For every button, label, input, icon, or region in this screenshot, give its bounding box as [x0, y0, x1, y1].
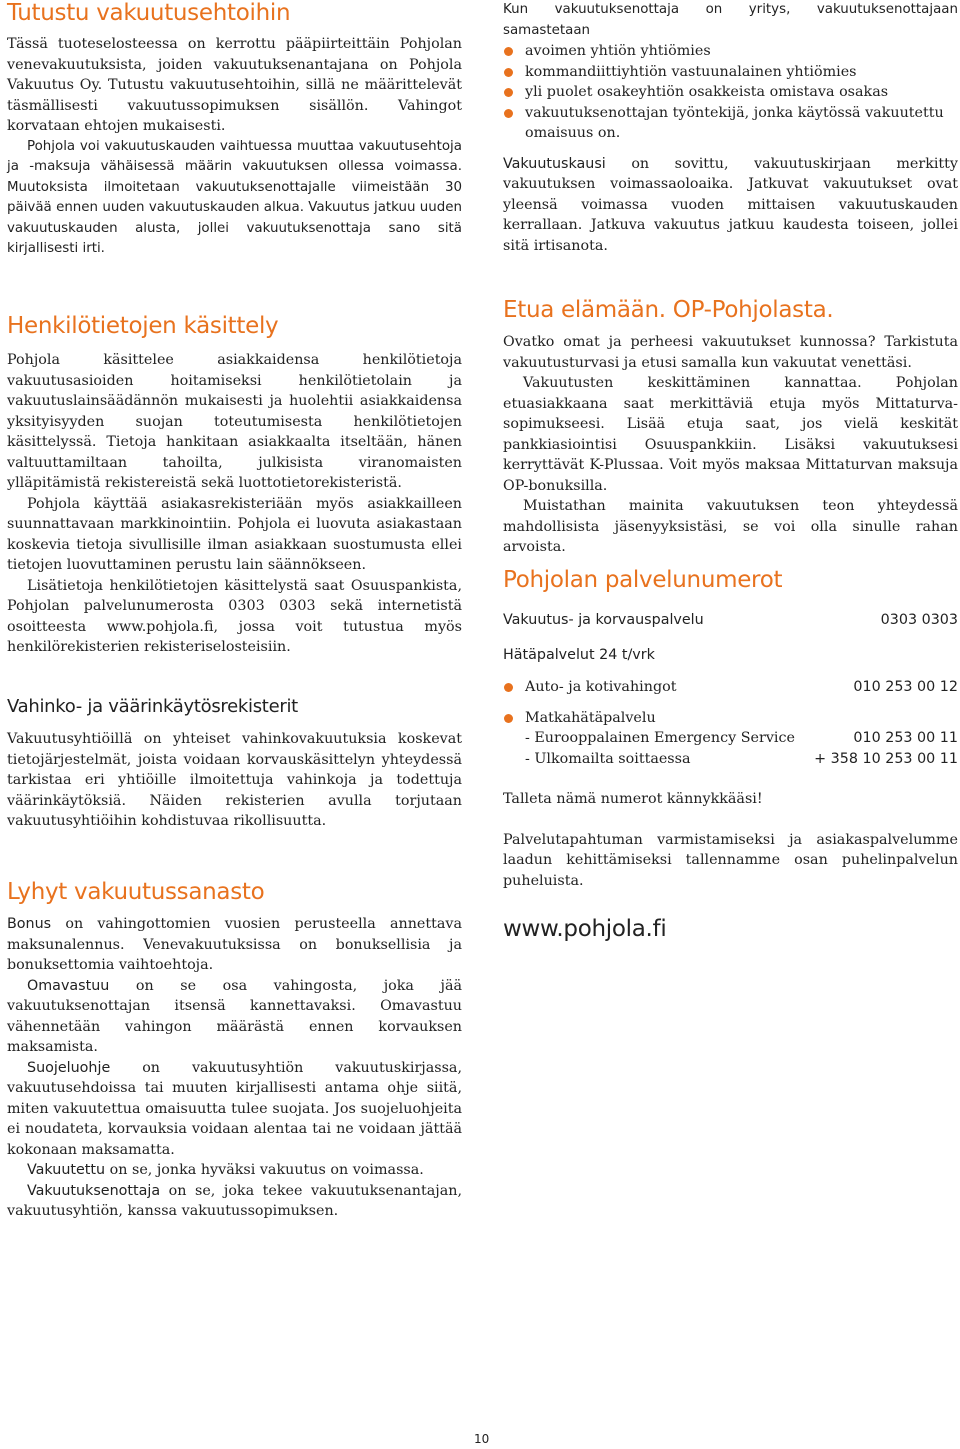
list-item — [503, 708, 958, 770]
fraud-section — [7, 695, 462, 832]
policyholder-bullet-list — [503, 41, 958, 144]
glossary-term: Vakuutettu — [27, 1162, 106, 1178]
auto-number: 010 253 00 12 — [853, 679, 958, 695]
save-numbers-note: Talleta nämä numerot kännykkääsi! — [503, 791, 763, 807]
list-item: avoimen yhtiön yhtiömies — [503, 41, 958, 62]
glossary-section — [7, 878, 462, 1222]
glossary-list — [7, 914, 462, 1222]
eu-label: - Eurooppalainen Emergency Service — [525, 730, 795, 746]
glossary-item — [7, 1181, 462, 1222]
eu-number: 010 253 00 11 — [853, 730, 958, 746]
list-item — [503, 677, 958, 698]
glossary-term: Omavastuu — [27, 977, 110, 994]
benefits-paragraph-1: Ovatko omat ja perheesi vakuutukset kunnossa? Tarkistuta vakuutusturvasi ja etusi samalla kun vakuutat venettäsi. — [503, 334, 958, 371]
glossary-item — [7, 1160, 462, 1181]
benefits-title: Etua elämään. OP-Pohjolasta. — [503, 297, 834, 323]
glossary-definition: on vahingottomien vuosien perusteella annettava maksunalennus. Venevakuutuksissa on bonuksellisia ja bonuksettomia vaihtoehtoja. — [7, 916, 462, 973]
main-service-number: 0303 0303 — [880, 612, 958, 628]
intro-title: Tutustu vakuutusehtoihin — [7, 0, 291, 26]
privacy-section — [7, 312, 462, 658]
glossary-title: Lyhyt vakuutussanasto — [7, 879, 265, 905]
glossary-item — [7, 914, 462, 976]
list-item: vakuutuksenottajan työntekijä, jonka käytössä vakuutettu omaisuus on. — [503, 103, 958, 144]
main-service-row — [503, 610, 958, 631]
glossary-term: Suojeluohje — [27, 1059, 111, 1076]
fraud-title: Vahinko- ja väärinkäytösrekisterit — [7, 696, 298, 717]
glossary-definition: on se osa vahingosta, joka jää vakuutuksenottajan itsensä kannettavaksi. Omavastuu vähennetään vahingon määrästä ennen korvauksen maksamista. — [7, 977, 462, 1055]
benefits-section — [503, 296, 958, 558]
service-numbers-section — [503, 566, 958, 943]
fraud-paragraph: Vakuutusyhtiöillä on yhteiset vahinkovakuutuksia koskevat tietojärjestelmät, joista voidaan korvauskäsittelyn yhteydessä tarkistaa eri yhtiöille ilmoitettuja vahinkoja ja todettuja väärinkäytöksiä. Näiden rekisterien avulla torjutaan vakuutusyhtiöihin kohdistuvaa rikollisuutta. — [7, 731, 462, 829]
intro-section — [7, 0, 462, 260]
glossary-term: Bonus — [7, 916, 52, 932]
main-service-label: Vakuutus- ja korvauspalvelu — [503, 612, 704, 628]
policyholder-intro: Kun vakuutuksenottaja on yritys, vakuutuksenottajaan samastetaan — [503, 2, 958, 38]
benefits-paragraph-2: Vakuutusten keskittäminen kannattaa. Pohjolan etuasiakkaana saat merkittäviä etuja myös Mittaturva-sopimukseesi. Lisää etuja saat, jos vielä keskität pankkiasiointisi Osuuspankkiin. Lisäksi vakuutuksesi kerryttävät K-Plussaa. Voit myös maksaa Mittaturvan maksuja OP-bonuksilla. — [503, 375, 958, 494]
benefits-paragraph-3: Muistathan mainita vakuutuksen teon yhteydessä mahdollisista jäsenyyksistäsi, se voi olla sinulle rahan arvoista. — [503, 498, 958, 555]
auto-label: Auto- ja kotivahingot — [525, 679, 677, 695]
privacy-paragraph-1: Pohjola käsittelee asiakkaidensa henkilötietoja vakuutusasioiden hoitamiseksi henkilötietolain ja vakuutuslainsäädännön mukaisesti ja huolehtii asiakkaidensa yksityisyyden suojan toteutumisesta henkilötietojen käsittelyssä. Tietoja hankitaan asiakkaalta itseltään, hänen valtuuttamiltaan tahoilta, julkisista viranomaisten ylläpitämistä rekistereistä sekä luottotietorekisteristä. — [7, 352, 462, 491]
privacy-paragraph-2: Pohjola käyttää asiakasrekisteriään myös asiakkailleen suunnattavaan markkinointiin. Pohjola ei luovuta asiakastaan koskevia tietoja sivullisille ilman asiakkaan suostumusta ellei tietojen luovuttaminen perustu lain säännökseen. — [7, 495, 462, 573]
period-definition: on sovittu, vakuutuskirjaan merkitty vakuutuksen voimassaoloaika. Jatkuvat vakuutukset ovat yleensä voimassa vuoden mittaisen vakuutuskauden kerrallaan. Jatkuva vakuutus jatkuu kaudesta toiseen, jollei sitä irtisanota. — [503, 155, 958, 254]
glossary-term: Vakuutuksenottaja — [27, 1182, 161, 1199]
privacy-title: Henkilötietojen käsittely — [7, 313, 279, 339]
period-term: Vakuutuskausi — [503, 155, 606, 172]
website-link[interactable]: www.pohjola.fi — [503, 916, 667, 942]
list-item: kommandiittiyhtiön vastuunalainen yhtiömies — [503, 62, 958, 83]
insurance-period-paragraph — [503, 154, 958, 257]
glossary-item — [7, 976, 462, 1058]
call-recording-note: Palvelutapahtuman varmistamiseksi ja asiakaspalvelumme laadun kehittämiseksi tallennamme osan puhelinpalvelun puheluista. — [503, 831, 958, 889]
emergency-header-row — [503, 645, 958, 666]
abroad-number: + 358 10 253 00 11 — [814, 750, 958, 767]
emergency-list — [503, 677, 958, 769]
page-number: 10 — [474, 1432, 490, 1446]
intro-paragraph-2: Pohjola voi vakuutuskauden vaihtuessa muuttaa vakuutusehtoja ja -maksuja vähäisessä määrin vakuutuksen ollessa voimassa. Muutoksista ilmoitetaan vakuutuksenottajalle viimeistään 30 päivää ennen uuden vakuutuskauden alkua. Vakuutus jatkuu uuden vakuutuskauden alusta, jollei vakuutuksenottaja sano sitä kirjallisesti irti. — [7, 138, 462, 256]
list-item: yli puolet osakeyhtiön osakkeista omistava osakas — [503, 82, 958, 103]
policyholder-section — [503, 0, 958, 256]
travel-label: Matkahätäpalvelu — [525, 709, 656, 726]
service-title: Pohjolan palvelunumerot — [503, 567, 783, 593]
intro-paragraph-1: Tässä tuoteselosteessa on kerrottu pääpiirteittäin Pohjolan venevakuutuksista, joiden vakuutuksenantajana on Pohjola Vakuutus Oy. Tutustu vakuutusehtoihin, sillä ne määrittelevät täsmällisesti vakuutussopimuksen sisällön. Vahingot korvataan ehtojen mukaisesti. — [7, 36, 462, 134]
emergency-label: Hätäpalvelut 24 t/vrk — [503, 646, 655, 663]
glossary-definition: on se, jonka hyväksi vakuutus on voimassa. — [105, 1162, 424, 1178]
abroad-label: - Ulkomailta soittaessa — [525, 750, 691, 767]
glossary-item — [7, 1058, 462, 1161]
glossary-definition: on se, joka tekee vakuutuksenantajan, vakuutusyhtiön, kanssa vakuutussopimuksen. — [7, 1182, 462, 1219]
glossary-definition: on vakuutusyhtiön vakuutuskirjassa, vakuutusehdoissa tai muuten kirjallisesti antama ohje siitä, miten vakuutettua omaisuutta tulee suojata. Jos suojeluohjeita ei noudateta, korvauksia voidaan alentaa tai ne voidaan jättää kokonaan maksamatta. — [7, 1059, 462, 1158]
privacy-paragraph-3: Lisätietoja henkilötietojen käsittelystä saat Osuuspankista, Pohjolan palvelunumerosta 0303 0303 sekä internetistä osoitteesta www.pohjola.fi, jossa voit tutustua myös henkilörekisterien rekisteriselosteisiin. — [7, 577, 462, 655]
